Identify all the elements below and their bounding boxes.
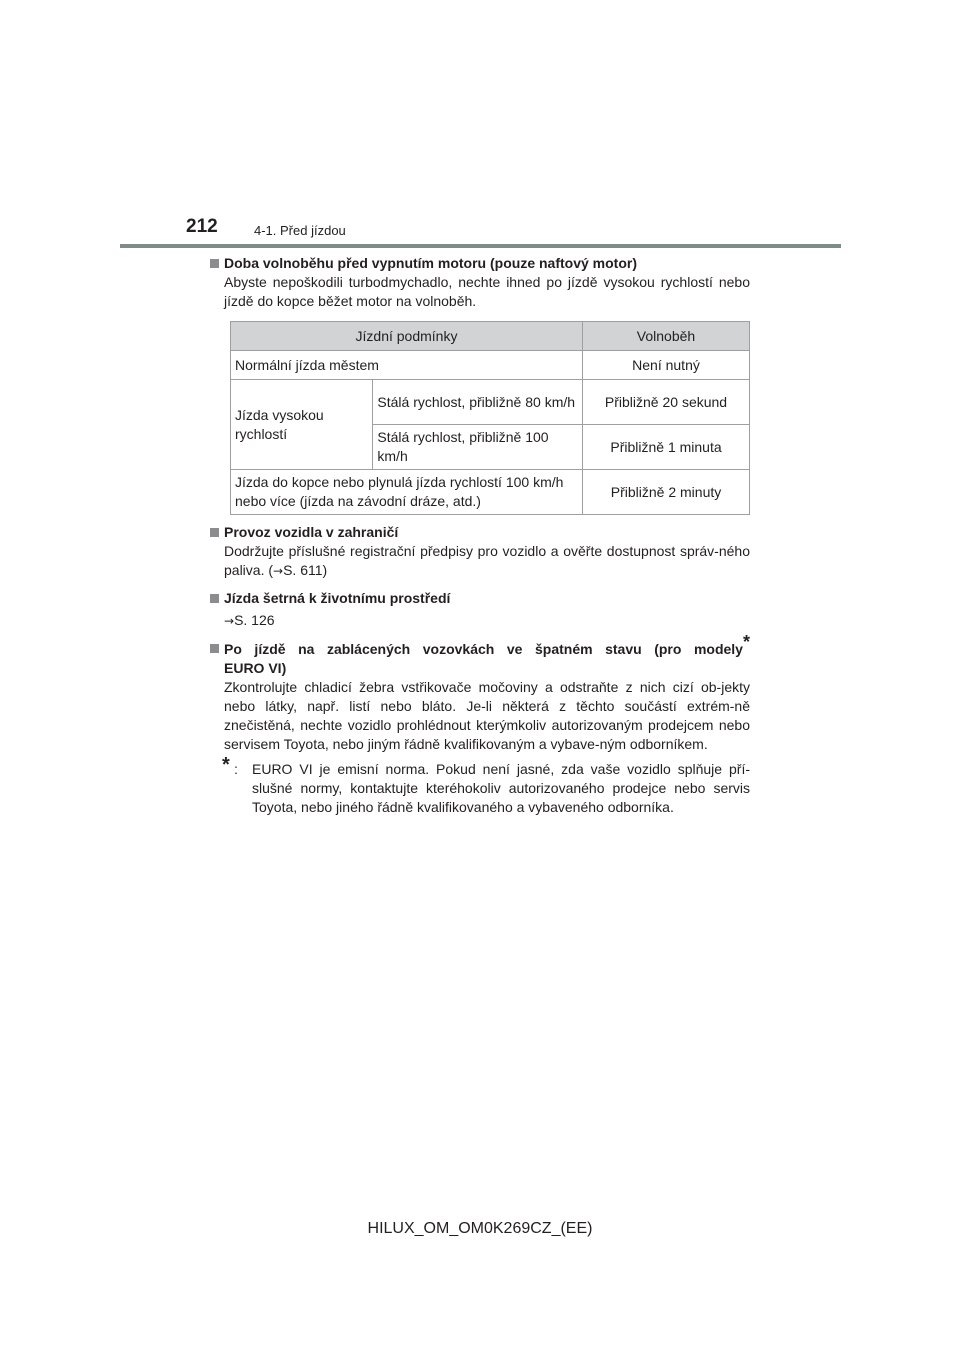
table-cell-condition: Normální jízda městem <box>231 351 583 380</box>
table-cell-sub: Stálá rychlost, přibližně 100 km/h <box>373 425 583 470</box>
footnote-text: EURO VI je emisní norma. Pokud není jasné, zda vaše vozidlo splňuje pří-slušné normy, kontaktujte kteréhokoliv autorizovaného prodejce nebo servis Toyota, nebo jiného řádně kvalifikovaného a vybaveného odborníka. <box>252 761 750 815</box>
footnote-colon: : <box>234 761 238 777</box>
table-row <box>231 470 750 515</box>
table-cell-group: Jízda vysokou rychlostí <box>231 380 373 470</box>
heading-text: Provoz vozidla v zahraničí <box>224 524 399 540</box>
heading-text: Doba volnoběhu před vypnutím motoru (pouze naftový motor) <box>224 255 637 271</box>
document-code: HILUX_OM_OM0K269CZ_(EE) <box>367 1220 593 1237</box>
footnote-asterisk: * <box>222 754 230 776</box>
page-ref: S. 611) <box>283 562 328 578</box>
idle-table <box>230 321 750 515</box>
section-heading-abroad <box>210 523 750 542</box>
table-cell-idle: Přibližně 20 sekund <box>583 380 750 425</box>
section-text-mud: Zkontrolujte chladicí žebra vstřikovače močoviny a odstraňte z nich cizí ob-jekty nebo látky, např. listí nebo bláto. Je-li některá z těchto součástí extrém-ně znečistěná, nechte vozidlo prohlédnout kterýmkoliv autorizovaným prodejcem nebo servisem Toyota, nebo jiným řádně kvalifikovaným a vybave-ným odborníkem. <box>224 679 750 752</box>
table-cell-idle: Přibližně 1 minuta <box>583 425 750 470</box>
section-heading-eco <box>210 589 750 608</box>
bullet-square-icon <box>210 528 219 537</box>
section-text-abroad <box>210 542 750 581</box>
arrow-right-icon: → <box>224 614 235 628</box>
page-number: 212 <box>186 216 218 237</box>
section-text-eco <box>210 611 750 631</box>
text-before-ref: Dodržujte příslušné registrační předpisy pro vozidlo a ověřte dostupnost správ-ného paliva. ( <box>224 543 750 578</box>
section-heading-mud <box>210 632 750 678</box>
asterisk-mark: * <box>742 632 750 652</box>
arrow-right-icon: → <box>273 564 284 578</box>
bullet-square-icon <box>210 594 219 603</box>
table-row <box>231 380 750 425</box>
bullet-square-icon <box>210 644 219 653</box>
section-text-idle: Abyste nepoškodili turbodmychadlo, nechte ihned po jízdě vysokou rychlostí nebo jízdě do kopce běžet motor na volnoběh. <box>224 274 750 309</box>
section-heading-idle <box>210 254 750 273</box>
table-header-idle: Volnoběh <box>583 322 750 351</box>
page-ref: S. 126 <box>234 612 275 628</box>
table-row <box>231 351 750 380</box>
section-title: 4-1. Před jízdou <box>254 223 346 238</box>
heading-text-end: EURO VI) <box>224 660 287 676</box>
header-divider <box>120 244 841 248</box>
table-cell-sub: Stálá rychlost, přibližně 80 km/h <box>373 380 583 425</box>
heading-text: Jízda šetrná k životnímu prostředí <box>224 590 451 606</box>
heading-text: Po jízdě na zablácených vozovkách ve špatném stavu (pro modely <box>224 641 743 657</box>
footnote <box>222 754 750 817</box>
page-content <box>210 254 750 817</box>
table-cell-idle: Přibližně 2 minuty <box>583 470 750 515</box>
table-cell-condition: Jízda do kopce nebo plynulá jízda rychlostí 100 km/h nebo více (jízda na závodní dráze, atd.) <box>231 470 583 515</box>
bullet-square-icon <box>210 259 219 268</box>
table-header-row <box>231 322 750 351</box>
table-header-conditions: Jízdní podmínky <box>231 322 583 351</box>
table-cell-idle: Není nutný <box>583 351 750 380</box>
